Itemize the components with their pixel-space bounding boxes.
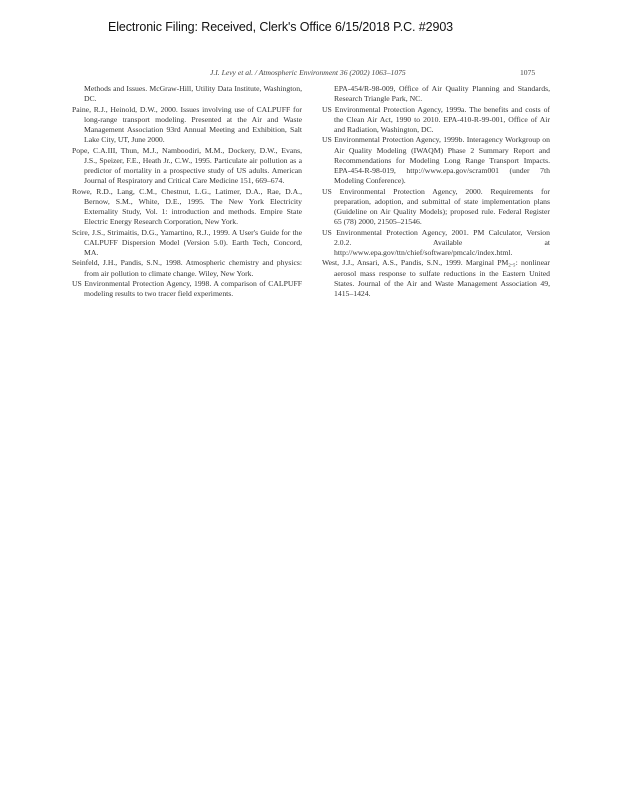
reference-entry: Seinfeld, J.H., Pandis, S.N., 1998. Atmospheric chemistry and physics: from air pollution to climate change. Wiley, New York.: [72, 258, 302, 278]
reference-entry: US Environmental Protection Agency, 1999a. The benefits and costs of the Clean Air Act, 1990 to 2010. EPA-410-R-99-001, Office of Air and Radiation, Washington, DC.: [322, 104, 550, 134]
reference-entry: Rowe, R.D., Lang, C.M., Chestnut, L.G., Latimer, D.A., Rae, D.A., Bernow, S.M., White, D.E., 1995. The New York Electricity Externality Study, Vol. 1: introduction and methods. Empire State Electric Energy Research Corporation, New York.: [72, 186, 302, 227]
reference-entry: US Environmental Protection Agency, 1999b. Interagency Workgroup on Air Quality Modeling (IWAQM) Phase 2 Summary Report and Recommendations for Modeling Long Range Transport Impacts. EPA-454-R-98-019, http://www.epa.gov/scram001 (under 7th Modeling Conference).: [322, 135, 550, 186]
reference-entry: EPA-454/R-98-009, Office of Air Quality Planning and Standards, Research Triangle Park, NC.: [334, 84, 550, 104]
filing-stamp: Electronic Filing: Received, Clerk's Office 6/15/2018 P.C. #2903: [108, 20, 454, 34]
references-right-column: [322, 84, 550, 299]
reference-entry: Paine, R.J., Heinold, D.W., 2000. Issues involving use of CALPUFF for long-range transport modeling. Presented at the Air and Waste Management Association 93rd Annual Meeting and Exhibition, Salt Lake City, UT, June 2000.: [72, 104, 302, 145]
reference-entry: Scire, J.S., Strimaitis, D.G., Yamartino, R.J., 1999. A User's Guide for the CALPUFF Dispersion Model (Version 5.0). Earth Tech, Concord, MA.: [72, 227, 302, 257]
reference-entry: US Environmental Protection Agency, 2001. PM Calculator, Version 2.0.2. Available at http://www.epa.gov/ttn/chief/software/pmcalc/index.html.: [322, 227, 550, 257]
page-number: 1075: [520, 68, 536, 77]
reference-entry: Pope, C.A.III, Thun, M.J., Namboodiri, M.M., Dockery, D.W., Evans, J.S., Speizer, F.E., Heath Jr., C.W., 1995. Particulate air pollution as a predictor of mortality in a prospective study of US adults. American Journal of Respiratory and Critical Care Medicine 151, 669–674.: [72, 145, 302, 186]
reference-entry: US Environmental Protection Agency, 2000. Requirements for preparation, adoption, and submittal of state implementation plans (Guideline on Air Quality Models); proposed rule. Federal Register 65 (78) 2000, 21505–21546.: [322, 186, 550, 227]
references-left-column: [72, 84, 302, 299]
reference-entry: Methods and Issues. McGraw-Hill, Utility Data Institute, Washington, DC.: [84, 84, 302, 104]
running-head: J.I. Levy et al. / Atmospheric Environment 36 (2002) 1063–1075: [210, 68, 406, 77]
reference-entry: US Environmental Protection Agency, 1998. A comparison of CALPUFF modeling results to two tracer field experiments.: [72, 278, 302, 298]
reference-entry: West, J.J., Ansari, A.S., Pandis, S.N., 1999. Marginal PM₂.₅: nonlinear aerosol mass response to sulfate reductions in the Eastern United States. Journal of the Air and Waste Management Association 49, 1415–1424.: [322, 258, 550, 298]
